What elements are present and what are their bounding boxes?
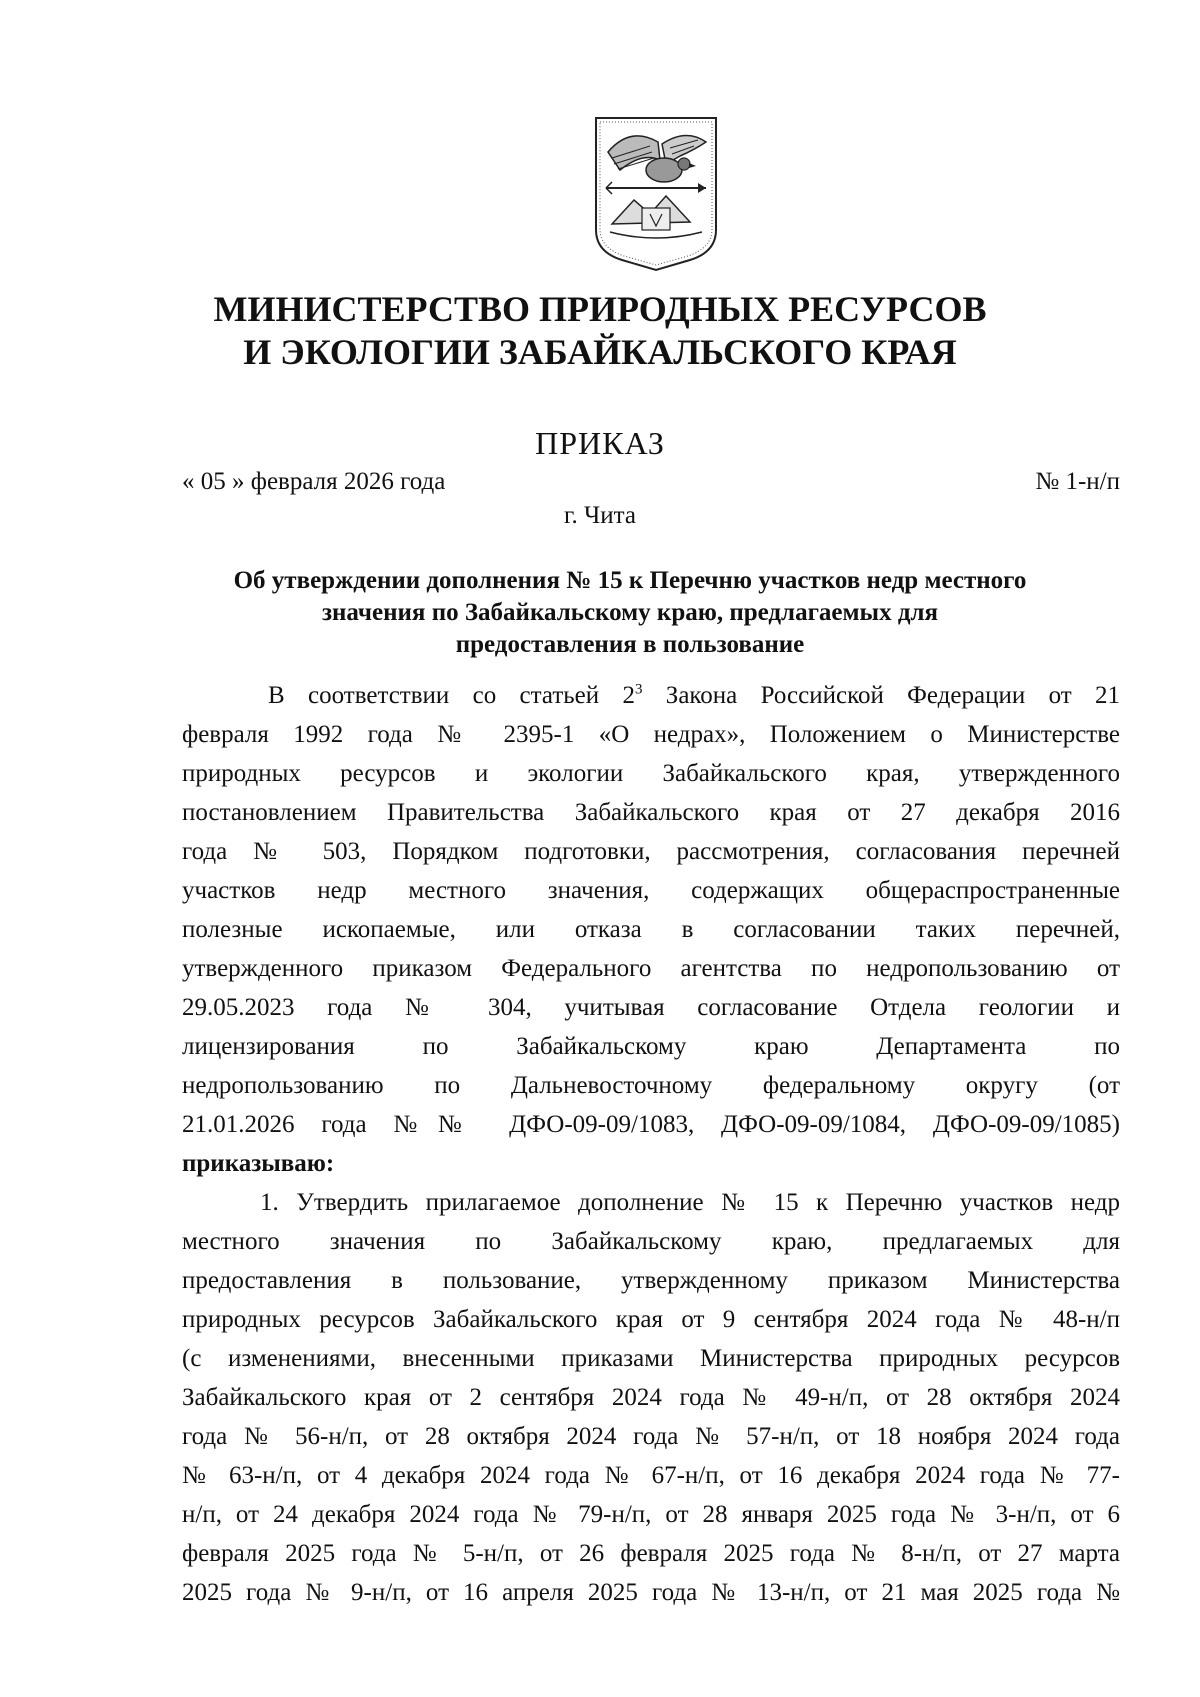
preamble-line: лицензирования по Забайкальскому краю Департамента по (182, 1033, 1120, 1060)
subject-line: предоставления в пользование (455, 631, 805, 658)
preamble-line: года № 503, Порядком подготовки, рассмотрения, согласования перечней (182, 838, 1120, 865)
preamble-line: февраля 1992 года № 2395-1 «О недрах», Положением о Министерстве (182, 721, 1120, 748)
preamble-line: участков недр местного значения, содержащих общераспространенные (182, 877, 1120, 904)
preamble-line: полезные ископаемые, или отказа в согласовании таких перечней, (182, 916, 1120, 943)
item-line: 1. Утвердить прилагаемое дополнение № 15 к Перечню участков недр (260, 1189, 1120, 1216)
document-title: ПРИКАЗ (535, 425, 665, 461)
document-subject (180, 565, 1080, 661)
preamble-text: Закона Российской Федерации от 21 (642, 682, 1121, 709)
order-word: приказываю: (182, 1150, 335, 1177)
preamble-line: недропользованию по Дальневосточному федеральному округу (от (182, 1072, 1120, 1099)
ministry-name-line-1: МИНИСТЕРСТВО ПРИРОДНЫХ РЕСУРСОВ (213, 289, 987, 329)
preamble-line: природных ресурсов и экологии Забайкальского края, утвержденного (182, 760, 1120, 787)
document-city: г. Чита (564, 502, 636, 529)
item-line: природных ресурсов Забайкальского края от 9 сентября 2024 года № 48-н/п (182, 1306, 1120, 1333)
ministry-name-line-2: И ЭКОЛОГИИ ЗАБАЙКАЛЬСКОГО КРАЯ (243, 332, 957, 372)
item-line: Забайкальского края от 2 сентября 2024 года № 49-н/п, от 28 октября 2024 (182, 1384, 1120, 1411)
article-superscript: 3 (634, 681, 643, 698)
item-line: № 63-н/п, от 4 декабря 2024 года № 67-н/п, от 16 декабря 2024 года № 77- (182, 1462, 1120, 1489)
item-line: февраля 2025 года № 5-н/п, от 26 февраля 2025 года № 8-н/п, от 27 марта (182, 1540, 1120, 1567)
document-body (182, 676, 1120, 1612)
item-line: предоставления в пользование, утвержденному приказом Министерства (182, 1267, 1120, 1294)
preamble-text: В соответствии со статьей 2 (268, 682, 635, 709)
item-line: 2025 года № 9-н/п, от 16 апреля 2025 года № 13-н/п, от 21 мая 2025 года № (182, 1579, 1120, 1606)
preamble-line: 29.05.2023 года № 304, учитывая согласование Отдела геологии и (182, 994, 1120, 1021)
preamble-line: 21.01.2026 года №№ ДФО-09-09/1083, ДФО-09-09/1084, ДФО-09-09/1085) (182, 1111, 1120, 1138)
item-line: года № 56-н/п, от 28 октября 2024 года № 57-н/п, от 18 ноября 2024 года (182, 1423, 1120, 1450)
preamble-line: утвержденного приказом Федерального агентства по недропользованию от (182, 955, 1120, 982)
coat-of-arms-emblem (590, 112, 722, 272)
item-line: н/п, от 24 декабря 2024 года № 79-н/п, от 28 января 2025 года № 3-н/п, от 6 (182, 1501, 1120, 1528)
document-date: « 05 » февраля 2026 года (182, 468, 446, 495)
item-line: (с изменениями, внесенными приказами Министерства природных ресурсов (182, 1345, 1120, 1372)
preamble-line (182, 676, 1120, 715)
document-number: № 1-н/п (1035, 468, 1120, 495)
preamble-line: постановлением Правительства Забайкальского края от 27 декабря 2016 (182, 799, 1120, 826)
subject-line: Об утверждении дополнения № 15 к Перечню участков недр местного (233, 567, 1027, 594)
subject-line: значения по Забайкальскому краю, предлагаемых для (321, 599, 939, 626)
item-line: местного значения по Забайкальскому краю, предлагаемых для (182, 1228, 1120, 1255)
